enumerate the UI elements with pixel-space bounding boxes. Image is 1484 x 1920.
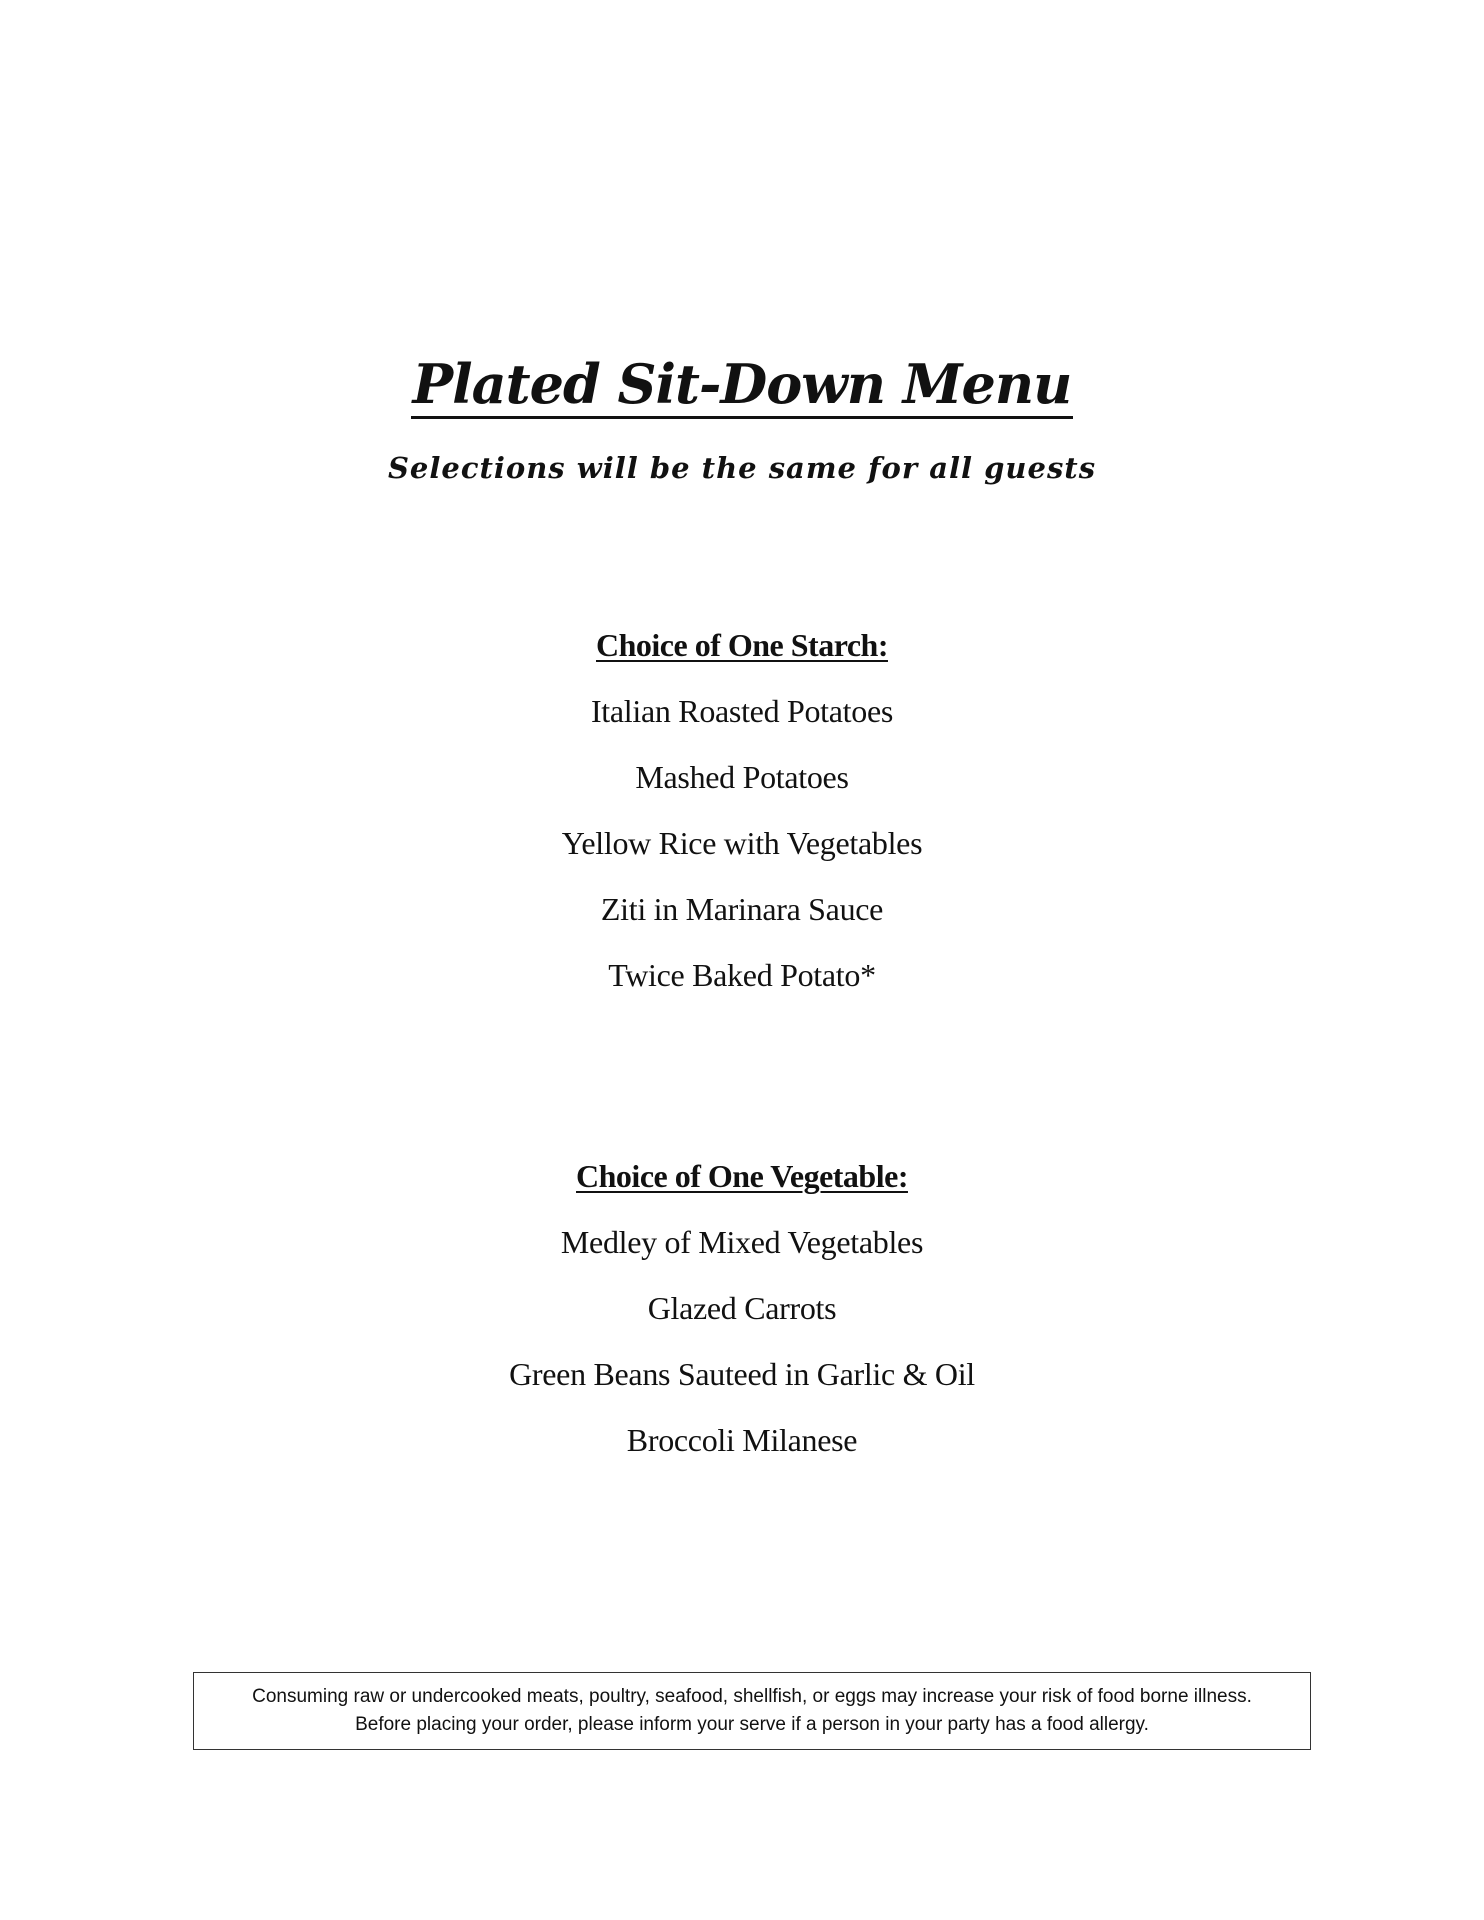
list-item: Twice Baked Potato* — [608, 957, 876, 993]
list-item: Ziti in Marinara Sauce — [600, 891, 884, 927]
disclaimer-line-2: Before placing your order, please inform your serve if a person in your party has a food allergy. — [355, 1714, 1149, 1735]
starch-heading: Choice of One Starch: — [596, 627, 888, 663]
page-title — [0, 352, 1484, 419]
starch-heading-row — [0, 612, 1484, 678]
vegetable-heading-row — [0, 1143, 1484, 1209]
starch-list — [0, 678, 1484, 1008]
allergy-disclaimer-box — [193, 1672, 1311, 1750]
page-title-text: Plated Sit-Down Menu — [411, 356, 1074, 419]
starch-section — [0, 612, 1484, 1008]
vegetable-heading: Choice of One Vegetable: — [576, 1158, 908, 1194]
list-item: Mashed Potatoes — [635, 759, 849, 795]
list-item: Glazed Carrots — [647, 1290, 837, 1326]
page-subtitle: Selections will be the same for all guests — [387, 451, 1097, 485]
vegetable-list — [0, 1209, 1484, 1473]
list-item: Green Beans Sauteed in Garlic & Oil — [509, 1356, 975, 1392]
list-item: Broccoli Milanese — [626, 1422, 858, 1458]
vegetable-section — [0, 1143, 1484, 1473]
list-item: Medley of Mixed Vegetables — [560, 1224, 924, 1260]
list-item: Italian Roasted Potatoes — [590, 693, 894, 729]
disclaimer-line-1: Consuming raw or undercooked meats, poultry, seafood, shellfish, or eggs may increase your risk of food borne illness. — [252, 1686, 1252, 1707]
list-item: Yellow Rice with Vegetables — [561, 825, 923, 861]
